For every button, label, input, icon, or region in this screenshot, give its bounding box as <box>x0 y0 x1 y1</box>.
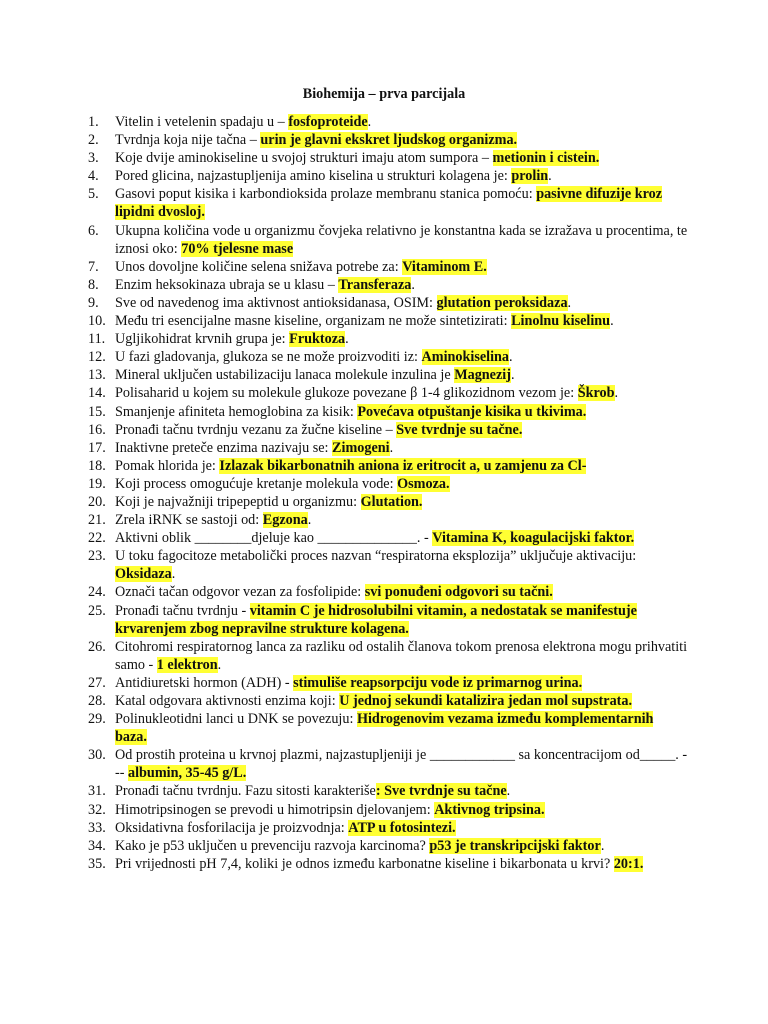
question-text: Označi tačan odgovor vezan za fosfolipide: <box>115 584 365 601</box>
item-number: 18. <box>88 457 106 474</box>
highlighted-answer: Zimogeni <box>332 439 390 456</box>
question-text: Među tri esencijalne masne kiseline, organizam ne može sintetizirati: <box>115 313 512 330</box>
question-text: Citohromi respiratornog lanca za razliku od ostalih članova tokom prenosa elektrona mogu prihvatiti samo - <box>115 638 688 673</box>
item-number: 27. <box>88 674 106 691</box>
question-text: Ukupna količina vode u organizmu čovjeka relativno je konstantna kada se izražava u procentima, te iznosi oko: <box>115 222 688 257</box>
question-text: Aktivni oblik ________djeluje kao ______________. - <box>115 530 433 547</box>
highlighted-answer: Sve tvrdnje su tačne. <box>396 421 523 438</box>
item-number: 14. <box>88 385 106 402</box>
question-text: Unos dovoljne količine selena snižava potrebe za: <box>115 258 403 275</box>
list-item <box>88 493 688 511</box>
highlighted-answer: vitamin C je hidrosolubilni vitamin, a nedostatak se manifestuje krvarenjem zbog nepravilne strukture kolagena. <box>115 602 637 637</box>
question-text: Gasovi poput kisika i karbondioksida prolaze membranu stanica pomoću: <box>115 186 537 203</box>
item-number: 32. <box>88 801 106 818</box>
question-text: Polinukleotidni lanci u DNK se povezuju: <box>115 711 357 728</box>
list-item <box>88 185 688 221</box>
list-item <box>88 638 688 674</box>
question-text: Antidiuretski hormon (ADH) - <box>115 674 294 691</box>
list-item <box>88 674 688 692</box>
highlighted-answer: Hidrogenovim vezama između komplementarnih baza. <box>115 711 654 746</box>
highlighted-answer: U jednoj sekundi katalizira jedan mol supstrata. <box>339 693 633 709</box>
highlighted-answer: Osmoza. <box>397 475 450 492</box>
question-text: Pronađi tačnu tvrdnju vezanu za žučne kiseline – <box>115 421 397 438</box>
list-item <box>88 746 688 782</box>
question-text: Koji je najvažniji tripepeptid u organizmu: <box>115 493 361 510</box>
highlighted-answer: Fruktoza <box>289 331 346 348</box>
item-number: 26. <box>88 638 106 655</box>
highlighted-answer: Vitamina K, koagulacijski faktor. <box>432 530 635 547</box>
question-text: Polisaharid u kojem su molekule glukoze povezane β 1-4 glikozidnom vezom je: <box>115 385 578 402</box>
highlighted-answer: stimuliše reapsorpciju vode iz primarnog urina. <box>293 674 583 691</box>
question-text: . <box>217 656 222 673</box>
item-number: 35. <box>88 855 106 872</box>
highlighted-answer: ATP u fotosintezi. <box>348 819 456 836</box>
list-item <box>88 782 688 800</box>
question-text: U toku fagocitoze metabolički proces nazvan “respiratorna eksplozija” uključuje aktivaciju: <box>115 548 637 565</box>
list-item <box>88 692 688 710</box>
list-item <box>88 348 688 366</box>
question-text: Pored glicina, najzastupljenija amino kiselina u strukturi kolagena je: <box>115 168 512 185</box>
list-item <box>88 276 688 294</box>
highlighted-answer: Izlazak bikarbonatnih aniona iz eritrocit a, u zamjenu za Cl- <box>219 457 587 474</box>
list-item <box>88 583 688 601</box>
highlighted-answer: Linolnu kiselinu <box>511 313 611 330</box>
list-item <box>88 710 688 746</box>
list-item <box>88 403 688 421</box>
item-number: 23. <box>88 548 106 565</box>
item-number: 33. <box>88 819 106 836</box>
item-number: 11. <box>88 331 106 348</box>
question-text: Pronađi tačnu tvrdnju - <box>115 602 250 619</box>
item-number: 5. <box>88 186 99 203</box>
question-text: . <box>345 331 349 348</box>
item-number: 19. <box>88 475 106 492</box>
list-item <box>88 421 688 439</box>
question-text: Pomak hlorida je: <box>115 457 220 474</box>
list-item <box>88 547 688 583</box>
question-text: Katal odgovara aktivnosti enzima koji: <box>115 693 340 709</box>
question-list <box>88 113 688 873</box>
question-text: . <box>307 512 312 529</box>
list-item <box>88 312 688 330</box>
list-item <box>88 258 688 276</box>
list-item <box>88 439 688 457</box>
question-text: Zrela iRNK se sastoji od: <box>115 512 263 529</box>
item-number: 29. <box>88 711 106 728</box>
question-text: . <box>610 313 614 330</box>
question-text: Enzim heksokinaza ubraja se u klasu – <box>115 276 339 293</box>
item-number: 2. <box>88 132 99 149</box>
question-text: Tvrdnja koja nije tačna – <box>115 132 261 149</box>
highlighted-answer: svi ponuđeni odgovori su tačni. <box>364 584 553 601</box>
highlighted-answer: albumin, 35-45 g/L. <box>128 765 247 782</box>
highlighted-answer: pasivne difuzije kroz lipidni dvosloj. <box>115 186 663 221</box>
highlighted-answer: Egzona <box>262 512 308 529</box>
question-text: . <box>367 114 372 130</box>
item-number: 12. <box>88 349 106 366</box>
item-number: 25. <box>88 602 106 619</box>
list-item <box>88 222 688 258</box>
list-item <box>88 384 688 402</box>
question-text: Oksidativna fosforilacija je proizvodnja: <box>115 819 349 836</box>
question-text: . <box>411 276 415 293</box>
list-item <box>88 330 688 348</box>
question-text: . <box>567 294 572 311</box>
item-number: 8. <box>88 276 99 293</box>
list-item <box>88 366 688 384</box>
question-text: Koje dvije aminokiseline u svojoj strukturi imaju atom sumpora – <box>115 150 493 167</box>
item-number: 4. <box>88 168 99 185</box>
highlighted-answer: metionin i cistein. <box>492 150 600 167</box>
question-text: . <box>614 385 619 402</box>
highlighted-answer: Oksidaza <box>115 566 172 583</box>
question-text: Sve od navedenog ima aktivnost antioksidanasa, OSIM: <box>115 294 437 311</box>
highlighted-answer: Transferaza <box>338 276 412 293</box>
document-title: Biohemija – prva parcijala <box>302 86 466 102</box>
question-text: Himotripsinogen se prevodi u himotripsin djelovanjem: <box>115 801 435 818</box>
question-text: Mineral uključen ustabilizaciju lanaca molekule inzulina je <box>115 367 455 384</box>
item-number: 30. <box>88 747 106 764</box>
highlighted-answer: Povećava otpuštanje kisika u tkivima. <box>357 403 587 420</box>
question-text: . <box>171 566 176 583</box>
highlighted-answer: Aminokiselina <box>421 349 510 366</box>
list-item <box>88 801 688 819</box>
highlighted-answer: 70% tjelesne mase <box>181 240 294 257</box>
item-number: 16. <box>88 421 106 438</box>
list-item <box>88 149 688 167</box>
item-number: 22. <box>88 530 106 547</box>
highlighted-answer: 1 elektron <box>156 656 218 673</box>
question-text: U fazi gladovanja, glukoza se ne može proizvoditi iz: <box>115 349 422 366</box>
item-number: 9. <box>88 294 99 311</box>
question-text: . <box>389 439 394 456</box>
highlighted-answer: Magnezij <box>454 367 511 384</box>
list-item <box>88 511 688 529</box>
question-text: Pri vrijednosti pH 7,4, koliki je odnos između karbonatne kiseline i bikarbonata u krvi? <box>115 855 614 872</box>
item-number: 24. <box>88 584 106 601</box>
question-text: Pronađi tačnu tvrdnju. Fazu sitosti karakteriše <box>115 783 376 800</box>
highlighted-answer: urin je glavni ekskret ljudskog organizma. <box>260 132 518 149</box>
question-text: . <box>506 783 511 800</box>
list-item <box>88 294 688 312</box>
highlighted-answer: prolin <box>511 168 549 185</box>
item-number: 10. <box>88 313 106 330</box>
item-number: 7. <box>88 258 99 275</box>
list-item <box>88 167 688 185</box>
list-item <box>88 475 688 493</box>
item-number: 17. <box>88 439 106 456</box>
question-text: . <box>600 837 605 854</box>
item-number: 15. <box>88 403 106 420</box>
item-number: 1. <box>88 114 99 130</box>
question-text: . <box>548 168 552 185</box>
highlighted-answer: Glutation. <box>360 493 423 510</box>
list-item <box>88 837 688 855</box>
question-text: Smanjenje afiniteta hemoglobina za kisik: <box>115 403 358 420</box>
item-number: 31. <box>88 783 106 800</box>
item-number: 20. <box>88 493 106 510</box>
question-text: . <box>509 349 513 366</box>
question-text: Inaktivne preteče enzima nazivaju se: <box>115 439 333 456</box>
question-text: Koji process omogućuje kretanje molekula vode: <box>115 475 398 492</box>
question-text: Od prostih proteina u krvnoj plazmi, najzastupljeniji je ____________ sa koncentracijom od_____. --- <box>115 747 688 782</box>
list-item <box>88 113 688 131</box>
highlighted-answer: fosfoproteide <box>288 114 368 130</box>
list-item <box>88 131 688 149</box>
item-number: 6. <box>88 222 99 239</box>
item-number: 21. <box>88 512 106 529</box>
highlighted-answer: Aktivnog tripsina. <box>434 801 545 818</box>
question-text: . <box>510 367 515 384</box>
highlighted-answer: Škrob <box>577 385 615 402</box>
question-text: Kako je p53 uključen u prevenciju razvoja karcinoma? <box>115 837 430 854</box>
item-number: 28. <box>88 693 106 709</box>
list-item <box>88 819 688 837</box>
list-item <box>88 855 688 873</box>
item-number: 13. <box>88 367 106 384</box>
highlighted-answer: p53 je transkripcijski faktor <box>429 837 601 854</box>
question-text: Ugljikohidrat krvnih grupa je: <box>115 331 290 348</box>
list-item <box>88 602 688 638</box>
highlighted-answer: Vitaminom E. <box>402 258 487 275</box>
highlighted-answer: 20:1. <box>613 855 644 872</box>
question-text: Vitelin i vetelenin spadaju u – <box>115 114 289 130</box>
list-item <box>88 529 688 547</box>
highlighted-answer: : Sve tvrdnje su tačne <box>375 783 507 800</box>
highlighted-answer: glutation peroksidaza <box>436 294 568 311</box>
item-number: 34. <box>88 837 106 854</box>
item-number: 3. <box>88 150 99 167</box>
list-item <box>88 457 688 475</box>
